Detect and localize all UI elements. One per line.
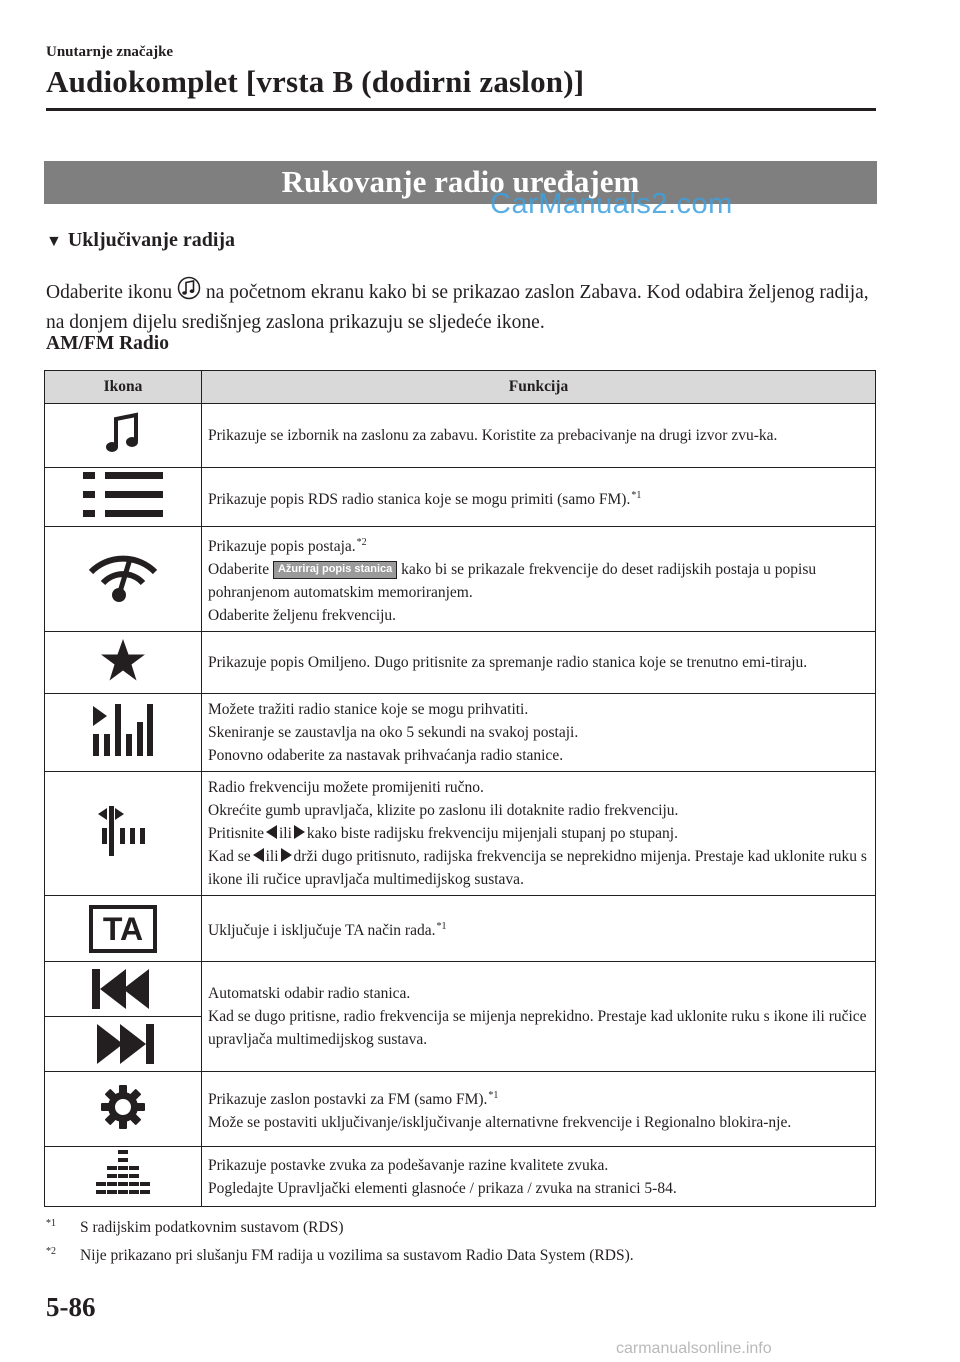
function-text: Skeniranje se zaustavlja na oko 5 sekundi na svakoj postaji. bbox=[208, 724, 579, 741]
ta-icon bbox=[89, 905, 157, 953]
function-text: Automatski odabir radio stanica. bbox=[208, 985, 411, 1002]
footer-watermark: carmanualsonline.info bbox=[616, 1340, 772, 1357]
tune-left-icon bbox=[253, 848, 264, 862]
title-rule bbox=[46, 108, 876, 111]
icon-cell bbox=[45, 1147, 202, 1207]
function-table bbox=[44, 370, 876, 1207]
function-text: Kad se dugo pritisne, radio frekvencija se mijenja neprekidno. Prestaje kad uklonite ruku s ikone ili ručice upravljača multimedijskog sustava. bbox=[208, 1008, 867, 1048]
tune-right-icon bbox=[294, 825, 305, 839]
icon-cell bbox=[45, 962, 202, 1072]
page-number: 5-86 bbox=[46, 1292, 96, 1322]
function-text: Ponovno odaberite za nastavak prihvaćanja radio stanice. bbox=[208, 747, 564, 764]
footnote bbox=[46, 1212, 634, 1240]
icon-cell bbox=[45, 468, 202, 527]
table-row bbox=[45, 527, 876, 632]
manual-tune-icon bbox=[98, 806, 148, 856]
subsection-title: Uključivanje radija bbox=[67, 229, 236, 251]
topic-banner: Rukovanje radio uređajem bbox=[44, 161, 877, 204]
table-header-row bbox=[45, 371, 876, 404]
icon-cell bbox=[45, 632, 202, 694]
settings-icon bbox=[100, 1084, 146, 1130]
function-text: kako biste radijsku frekvenciju mijenjali stupanj po stupanj. bbox=[306, 825, 678, 842]
table-row bbox=[45, 896, 876, 962]
radio-signal-icon bbox=[86, 551, 160, 603]
function-text: Prikazuje popis postaja. bbox=[208, 538, 356, 555]
function-text: Kad se bbox=[208, 848, 251, 865]
footnote-mark: *2 bbox=[46, 1246, 56, 1257]
function-cell bbox=[202, 694, 876, 772]
footnote-text: Nije prikazano pri slušanju FM radija u vozilima sa sustavom Radio Data System (RDS). bbox=[80, 1247, 634, 1264]
function-text: drži dugo pritisnuto, radijska frekvencija se neprekidno mijenja. Prestaje kad uklonite ruku s ikone ili ručice upravljača multimedijskog sustava. bbox=[208, 848, 867, 888]
function-text: Možete tražiti radio stanice koje se mogu prihvatiti. bbox=[208, 701, 529, 718]
intro-text-start: Odaberite ikonu bbox=[46, 282, 173, 303]
music-note-icon bbox=[103, 411, 143, 455]
function-text: Prikazuje popis RDS radio stanica koje se mogu primiti (samo FM). bbox=[208, 490, 631, 508]
function-text: Uključuje i isključuje TA način rada. bbox=[208, 922, 436, 939]
footnote bbox=[46, 1240, 634, 1268]
function-text: Prikazuje popis Omiljeno. Dugo pritisnite za spremanje radio stanica koje se trenutno emi-tiraju. bbox=[208, 654, 808, 671]
section-label: Unutarnje značajke bbox=[46, 44, 174, 60]
tune-left-icon bbox=[266, 825, 277, 839]
icon-cell bbox=[45, 1072, 202, 1147]
function-cell bbox=[202, 632, 876, 694]
intro-text-end: na početnom ekranu kako bi se prikazao zaslon Zabava. Kod odabira željenog radija, na donjem dijelu središnjeg zaslona prikazuju se sljedeće ikone. bbox=[46, 282, 869, 333]
footnote-ref: *1 bbox=[631, 489, 642, 501]
function-text: ili bbox=[265, 848, 279, 865]
scan-icon bbox=[93, 704, 153, 756]
table-row bbox=[45, 772, 876, 896]
icon-cell bbox=[45, 896, 202, 962]
star-icon bbox=[100, 638, 146, 682]
table-row bbox=[45, 468, 876, 527]
function-cell bbox=[202, 404, 876, 468]
function-text: Prikazuje zaslon postavki za FM (samo FM). bbox=[208, 1091, 488, 1108]
triangle-marker-icon: ▼ bbox=[46, 233, 62, 250]
footnote-mark: *1 bbox=[46, 1218, 56, 1229]
intro-paragraph bbox=[46, 276, 886, 338]
table-row bbox=[45, 962, 876, 1072]
watermark: CarManuals2.com bbox=[490, 188, 733, 220]
subsection-heading bbox=[46, 229, 235, 252]
function-text: Odaberite željenu frekvenciju. bbox=[208, 607, 397, 624]
tune-right-icon bbox=[281, 848, 292, 862]
function-text: Prikazuje se izbornik na zaslonu za zabavu. Koristite za prebacivanje na drugi izvor zvu-ka. bbox=[208, 427, 778, 444]
footnote-ref: *2 bbox=[356, 537, 367, 548]
header-icon: Ikona bbox=[45, 371, 202, 404]
table-row bbox=[45, 694, 876, 772]
function-text: kako bi se prikazale frekvencije do deset radijskih postaja u popisu pohranjenom automatskim memoriranjem. bbox=[208, 561, 817, 601]
function-text: Radio frekvenciju možete promijeniti ručno. bbox=[208, 779, 484, 796]
seek-back-icon bbox=[92, 969, 154, 1009]
table-row bbox=[45, 404, 876, 468]
function-text: ili bbox=[278, 825, 292, 842]
function-text: Okrećite gumb upravljača, klizite po zaslonu ili dotaknite radio frekvenciju. bbox=[208, 802, 679, 819]
sound-settings-icon bbox=[95, 1150, 151, 1198]
function-text: Pogledajte Upravljački elementi glasnoće / prikaza / zvuka na stranici 5-84. bbox=[208, 1179, 677, 1197]
function-text: Odaberite bbox=[208, 561, 270, 578]
seek-forward-icon bbox=[92, 1024, 154, 1064]
function-cell bbox=[202, 962, 876, 1072]
table-row bbox=[45, 632, 876, 694]
update-station-list-button[interactable]: Ažuriraj popis stanica bbox=[273, 561, 397, 579]
table-row bbox=[45, 1147, 876, 1207]
table-row bbox=[45, 1072, 876, 1147]
function-cell bbox=[202, 1072, 876, 1147]
function-text: Pritisnite bbox=[208, 825, 264, 842]
footnotes bbox=[46, 1212, 634, 1268]
function-cell bbox=[202, 468, 876, 527]
function-cell bbox=[202, 527, 876, 632]
icon-cell bbox=[45, 527, 202, 632]
ta-icon-text: TA bbox=[102, 910, 144, 947]
footnote-ref: *1 bbox=[436, 921, 447, 932]
function-cell bbox=[202, 1147, 876, 1207]
header-function: Funkcija bbox=[202, 371, 876, 404]
function-text: Prikazuje postavke zvuka za podešavanje razine kvalitete zvuka. bbox=[208, 1156, 609, 1174]
list-icon bbox=[83, 472, 163, 518]
page-title: Audiokomplet [vrsta B (dodirni zaslon)] bbox=[46, 64, 585, 99]
icon-cell bbox=[45, 404, 202, 468]
table-heading: AM/FM Radio bbox=[46, 333, 169, 354]
footnote-text: S radijskim podatkovnim sustavom (RDS) bbox=[80, 1219, 344, 1236]
icon-cell bbox=[45, 772, 202, 896]
function-text: Može se postaviti uključivanje/isključivanje alternativne frekvencije i Regionalno blokira-nje. bbox=[208, 1114, 792, 1131]
footnote-ref: *1 bbox=[488, 1090, 499, 1101]
icon-cell bbox=[45, 694, 202, 772]
function-cell bbox=[202, 772, 876, 896]
music-note-icon bbox=[177, 276, 201, 302]
function-cell bbox=[202, 896, 876, 962]
